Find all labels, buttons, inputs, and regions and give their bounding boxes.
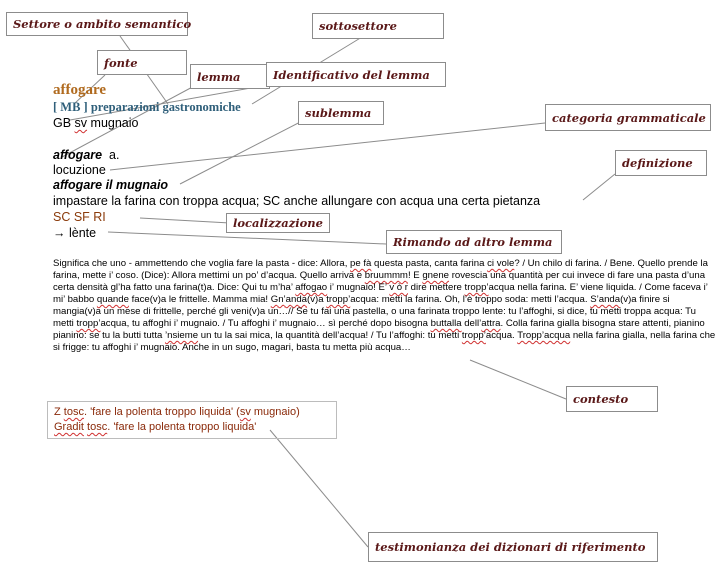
- definition: impastare la farina con troppa acqua; SC anche allungare con acqua una certa pietanza: [53, 194, 541, 208]
- arrow-right-icon: →: [53, 226, 66, 240]
- lemma-identifier: [53, 116, 138, 130]
- line-definizione: [583, 174, 615, 200]
- callout-rimando: Rimando ad altro lemma: [386, 230, 562, 254]
- category: a.: [109, 148, 120, 162]
- crossref-line: [53, 226, 96, 240]
- callout-testimonianza: testimonianza dei dizionari di riferimento: [368, 532, 658, 562]
- id-rest: mugnaio: [90, 116, 139, 130]
- callout-categoria: categoria grammaticale: [545, 104, 711, 131]
- callout-settore: Settore o ambito semantico: [6, 12, 188, 36]
- callout-identificativo: Identificativo del lemma: [266, 62, 446, 87]
- id-prefix: GB: [53, 116, 72, 130]
- sublemma: affogare il mugnaio: [53, 178, 169, 192]
- lemma: affogare: [53, 148, 103, 162]
- line-categoria: [110, 123, 545, 170]
- ref-gradit: Gradit tosc. 'fare la polenta troppo liquida': [54, 421, 257, 433]
- context-text: Significa che uno - ammettendo che voglia fare la pasta - dice: Allora, pe fà questa pasta, canta farina ci vole? / Un chilo di farina. / Bene. Quello prende la farina, mette i’ coso. (Dice): Allora mettimi un po’ d’acqua. Quello arriva e bruummm! E gnene rovescia una quantità per cui invece di fare una pasta d’una certa densità gl’ha fatto una farina(t)a. Dice: Qui tu m’ha’ affogao i’ mugnaio! E’ v ò r dire mettere tropp’acqua nella farina. E’ viene liquida. / Come faceva i’ mi’ babbo quande face(v)a le frittelle. Mamma mia! Gn’anda(v)a tropp’acqua: metti la farina. Oh, l’è troppo soda: metti l’acqua. S’anda(v)a finire si mangia(v)a un mese di frittelle, perché gli veni(v)a un…// Se tu fai una pastella, o una farinata troppo lente: tu l’affoghi, si dice, tu metti troppa acqua: Tu metti tropp’acqua, tu affoghi i’ mugnaio. / Tu affoghi i’ mugnaio… sì perché dopo bisogna buttalla dell’attra. Colla farina gialla bisogna stare attenti, pianino pianino: se tu la butti tutta ’nsieme un tu la sai mica, la quantità dell’acqua! / Tu l’affoghi: tu metti tropp’acqua. Tropp’acqua nella farina gialla, nella farina che si frigge: tu affoghi i’ mugnaio. Anche in un sugo, magari, basta tu metta più acqua…: [53, 258, 716, 353]
- line-testimonianza: [270, 430, 368, 547]
- callout-fonte: fonte: [97, 50, 187, 75]
- headword: affogare: [53, 82, 107, 98]
- callout-localizzazione: localizzazione: [226, 213, 330, 233]
- callout-definizione: definizione: [615, 150, 707, 176]
- line-rimando: [108, 232, 386, 244]
- callout-sublemma: sublemma: [298, 101, 384, 125]
- callout-lemma: lemma: [190, 64, 270, 89]
- ref-z: Z tosc. 'fare la polenta troppo liquida' (sv mugnaio): [54, 406, 300, 418]
- lemma-line: [53, 148, 119, 162]
- line-localizzazione: [140, 218, 230, 223]
- source-code: [ MB ]: [53, 100, 88, 114]
- crossref-link[interactable]: lènte: [68, 226, 97, 240]
- id-sv: sv: [74, 116, 88, 130]
- localization: SC SF RI: [53, 210, 106, 224]
- callout-sottosettore: sottosettore: [312, 13, 444, 39]
- dictionary-references: [47, 401, 337, 439]
- breadcrumb: [53, 100, 241, 115]
- category-full: locuzione: [53, 163, 106, 177]
- line-contesto: [470, 360, 566, 399]
- sector-label: preparazioni gastronomiche: [90, 100, 241, 114]
- callout-contesto: contesto: [566, 386, 658, 412]
